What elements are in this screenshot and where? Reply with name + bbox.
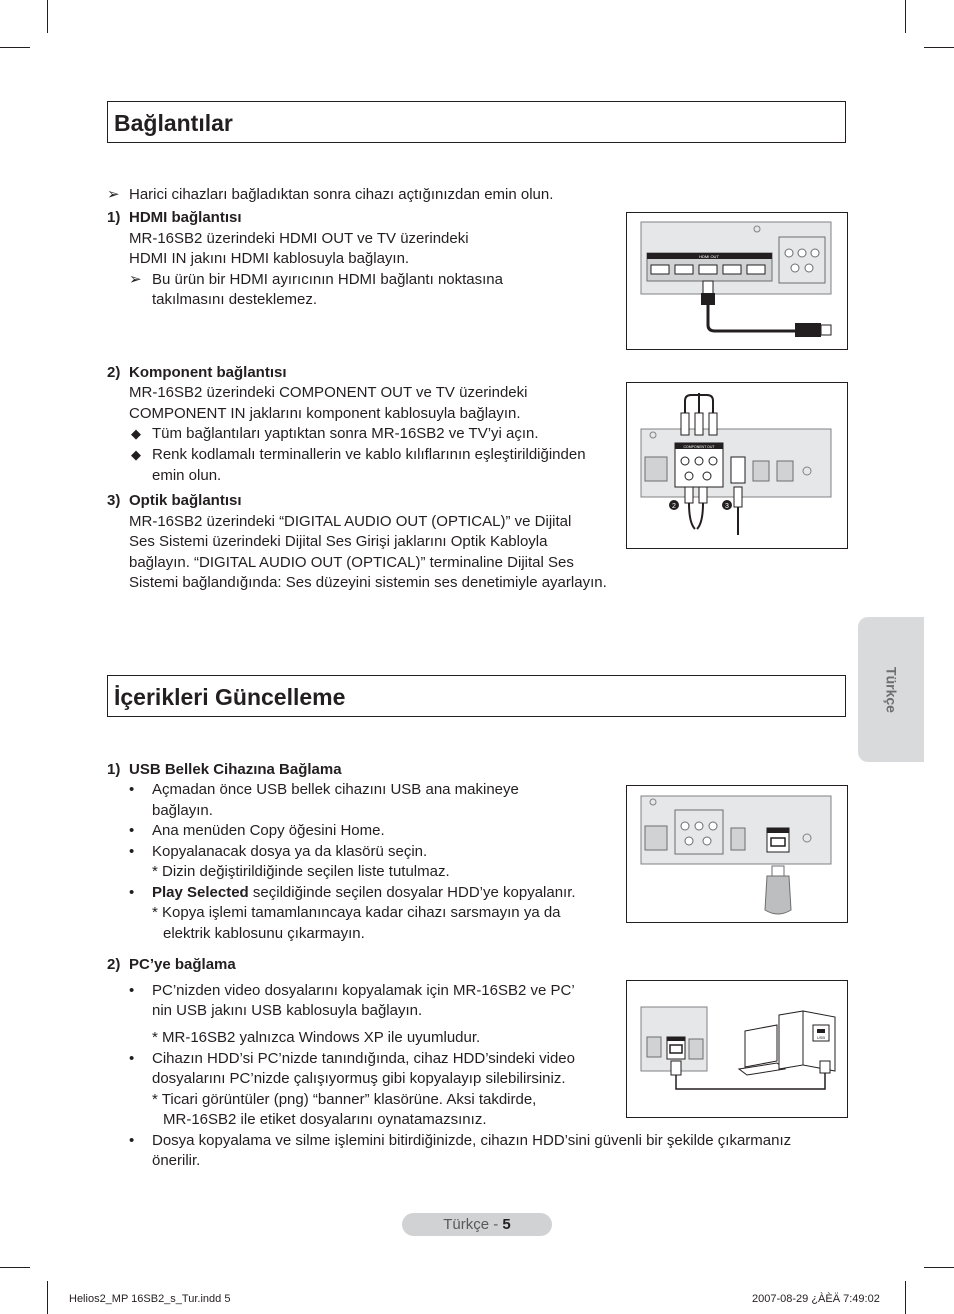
optical-number: 3) [107,492,121,509]
usb-note: elektrik kablosunu çıkarmayın. [163,925,365,942]
usb-note: * Kopya işlemi tamamlanıncaya kadar cihazı sarsmayın ya da [152,904,561,921]
bullet-dot: • [129,1132,135,1149]
bullet-dot: • [129,1050,135,1067]
page-number: 5 [502,1216,511,1233]
side-tab-label: Türkçe [883,666,900,713]
marker-3-icon: 3 [725,503,729,510]
hdmi-note: Bu ürün bir HDMI ayırıcının HDMI bağlantı noktasına [152,271,503,288]
usb-bullet-text: seçildiğinde seçilen dosyalar HDD’ye kopyalanır. [248,884,576,901]
pc-connection-figure [626,980,848,1118]
pc-note: * MR-16SB2 yalnızca Windows XP ile uyumludur. [152,1029,481,1046]
usb-bullet: bağlayın. [152,802,213,819]
hdmi-note-arrow-icon: ➢ [129,271,142,288]
diamond-bullet-icon: ◆ [131,447,141,462]
footer-file-name: Helios2_MP 16SB2_s_Tur.indd 5 [69,1293,231,1305]
bullet-dot: • [129,822,135,839]
footer-timestamp: 2007-08-29 ¿ÀÈÄ 7:49:02 [752,1293,880,1305]
bullet-dot: • [129,982,135,999]
bullet-dot: • [129,884,135,901]
usb-port-label: USB [816,1035,826,1040]
usb-number: 1) [107,761,121,778]
component-panel-label: COMPONENT OUT [683,445,715,449]
pc-note: MR-16SB2 ile etiket dosyalarını oynatamazsınız. [163,1111,487,1128]
crop-mark [924,1267,954,1268]
usb-memory-figure [626,785,848,923]
pc-bullet: dosyalarını PC’nizde çalışıyormuş gibi kopyalayıp silebilirsiniz. [152,1070,566,1087]
crop-mark [0,1267,30,1268]
pc-bullet: nin USB jakını USB kablosuyla bağlayın. [152,1002,423,1019]
marker-2-icon: 2 [672,503,676,510]
hdmi-note: takılmasını desteklemez. [152,291,318,308]
hdmi-connection-figure [626,212,848,350]
optical-text: MR-16SB2 üzerindeki “DIGITAL AUDIO OUT (OPTICAL)” ve Dijital [129,513,572,530]
pc-bullet: önerilir. [152,1152,201,1169]
crop-mark [47,0,48,33]
component-bullet: Renk kodlamalı terminallerin ve kablo kılıflarının eşleştirildiğinden [152,446,586,463]
pc-bullet: Cihazın HDD’si PC’nizde tanındığında, cihaz HDD’sindeki video [152,1050,575,1067]
crop-mark [924,47,954,48]
usb-bullet: Açmadan önce USB bellek cihazını USB ana makineye [152,781,519,798]
pc-diagram [627,981,846,1116]
usb-bullet: Ana menüden Copy öğesini Home. [152,822,385,839]
usb-bullet: Kopyalanacak dosya ya da klasörü seçin. [152,843,428,860]
section-title-connections: Bağlantılar [107,101,846,143]
component-optical-figure [626,382,848,549]
diamond-bullet-icon: ◆ [131,426,141,441]
bullet-dot: • [129,843,135,860]
crop-mark [905,1281,906,1314]
component-text: MR-16SB2 üzerindeki COMPONENT OUT ve TV üzerindeki [129,384,528,401]
crop-mark [47,1281,48,1314]
hdmi-panel-label: HDMI OUT [699,254,719,259]
hdmi-text: HDMI IN jakını HDMI kablosuyla bağlayın. [129,250,410,267]
hdmi-diagram [627,213,846,348]
pc-note: * Ticari görüntüler (png) “banner” klasörüne. Aksi takdirde, [152,1091,537,1108]
hdmi-number: 1) [107,209,121,226]
crop-mark [905,0,906,33]
intro-arrow-icon: ➢ [107,186,120,203]
usb-bullet [152,883,576,904]
pc-number: 2) [107,956,121,973]
play-selected-label: Play Selected [152,884,249,901]
component-text: COMPONENT IN jaklarını komponent kablosuyla bağlayın. [129,405,521,422]
crop-mark [0,47,30,48]
intro-note: Harici cihazları bağladıktan sonra cihazı açtığınızdan emin olun. [129,186,554,203]
pc-bullet: PC’nizden video dosyalarını kopyalamak için MR-16SB2 ve PC’ [152,982,575,999]
usb-heading: USB Bellek Cihazına Bağlama [129,761,342,778]
pc-heading: PC’ye bağlama [129,956,236,973]
component-bullet: emin olun. [152,467,222,484]
usb-diagram [627,786,846,921]
page-label: Türkçe - [443,1216,503,1233]
hdmi-text: MR-16SB2 üzerindeki HDMI OUT ve TV üzerindeki [129,230,469,247]
optical-heading: Optik bağlantısı [129,492,242,509]
language-side-tab [858,617,924,762]
bullet-dot: • [129,781,135,798]
section-title-update: İçerikleri Güncelleme [107,675,846,717]
component-diagram [627,383,846,547]
optical-text: bağlayın. “DIGITAL AUDIO OUT (OPTICAL)” terminaline Dijital Ses [129,554,574,571]
optical-text: Sistemi bağlandığında: Ses düzeyini sistemin ses denetimiyle ayarlayın. [129,574,607,591]
hdmi-heading: HDMI bağlantısı [129,209,242,226]
component-bullet: Tüm bağlantıları yaptıktan sonra MR-16SB2 ve TV’yi açın. [152,425,539,442]
optical-text: Ses Sistemi üzerindeki Dijital Ses Girişi jaklarını Optik Kabloyla [129,533,548,550]
page-number-badge [402,1213,552,1236]
component-number: 2) [107,364,121,381]
pc-bullet: Dosya kopyalama ve silme işlemini bitirdiğinizde, cihazın HDD’sini güvenli bir şekilde çıkarmanız [152,1132,792,1149]
usb-note: * Dizin değiştirildiğinde seçilen liste tutulmaz. [152,863,450,880]
component-heading: Komponent bağlantısı [129,364,287,381]
